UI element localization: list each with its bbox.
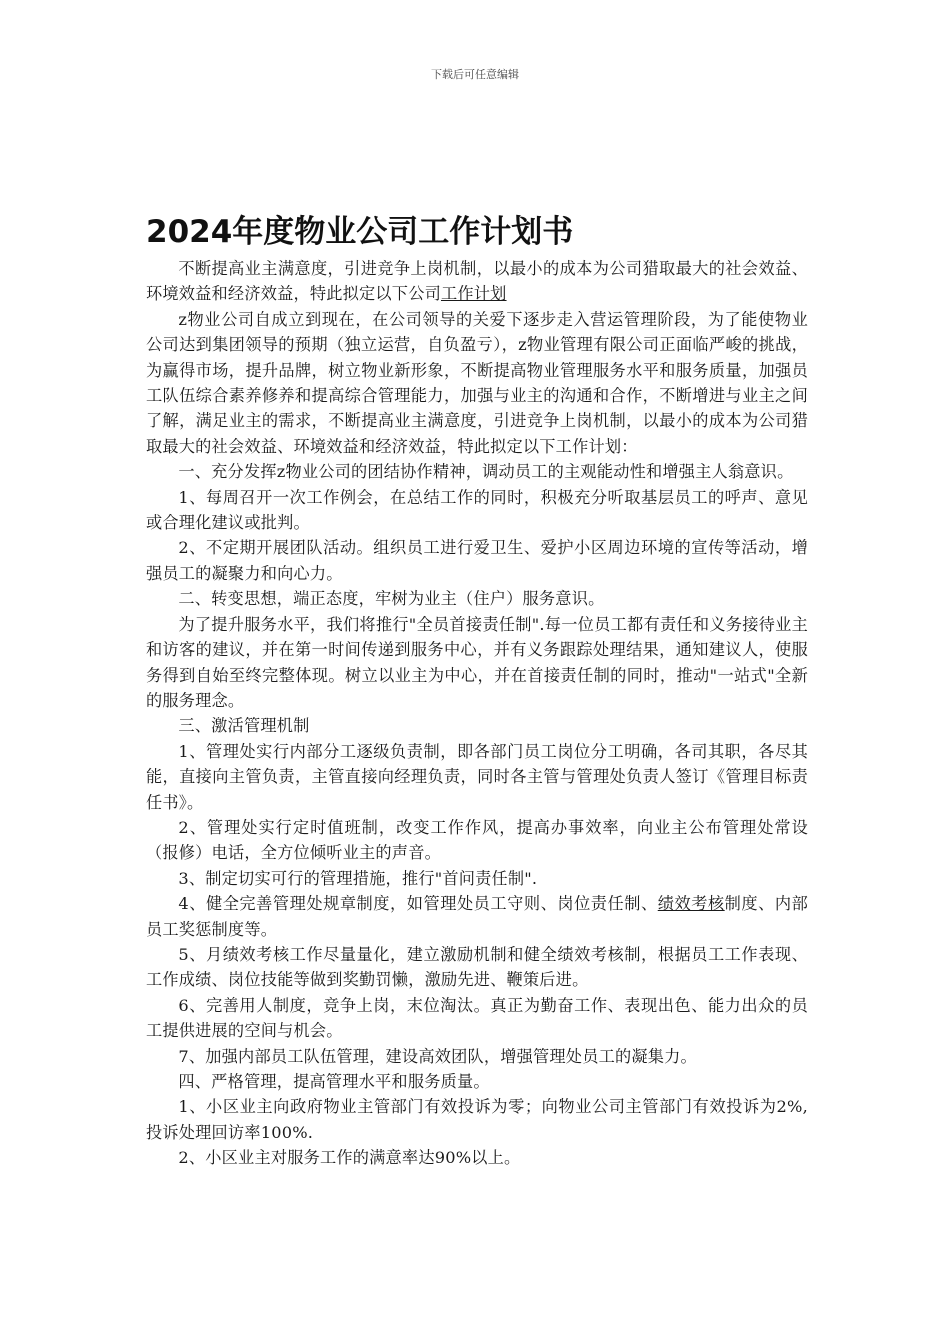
paragraph	[146, 256, 808, 307]
section-heading: 四、严格管理，提高管理水平和服务质量。	[178, 1072, 490, 1091]
paragraph-text-tail: 制度、内部员工奖惩制度等。	[146, 894, 808, 939]
section-heading: 一、充分发挥z物业公司的团结协作精神，调动员工的主观能动性和增强主人翁意识。	[178, 462, 794, 482]
paragraph: 2、不定期开展团队活动。组织员工进行爱卫生、爱护小区周边环境的宣传等活动，增强员工的凝聚力和向心力。	[146, 538, 808, 583]
document-body	[146, 210, 808, 1171]
paragraph-text: 不断提高业主满意度，引进竞争上岗机制，以最小的成本为公司猎取最大的社会效益、环境效益和经济效益，特此拟定以下公司	[146, 259, 808, 304]
paragraph: 2、管理处实行定时值班制，改变工作作风，提高办事效率，向业主公布管理处常设（报修）电话，全方位倾听业主的声音。	[146, 817, 808, 863]
paragraph: 2、小区业主对服务工作的满意率达90%以上。	[178, 1148, 521, 1168]
performance-review-link[interactable]: 绩效考核	[657, 894, 725, 914]
document-title: 2024年度物业公司工作计划书	[146, 214, 574, 250]
paragraph: 6、完善用人制度，竞争上岗，末位淘汰。真正为勤奋工作、表现出色、能力出众的员工提供进展的空间与机会。	[146, 995, 808, 1041]
paragraph: 1、每周召开一次工作例会，在总结工作的同时，积极充分听取基层员工的呼声、意见或合理化建议或批判。	[146, 487, 808, 533]
paragraph: 7、加强内部员工队伍管理，建设高效团队，增强管理处员工的凝集力。	[178, 1046, 697, 1066]
work-plan-link[interactable]: 工作计划	[440, 284, 507, 304]
paragraph: 5、月绩效考核工作尽量量化，建立激励机制和健全绩效考核制，根据员工工作表现、工作成绩、岗位技能等做到奖勤罚懒，激励先进、鞭策后进。	[146, 944, 808, 990]
paragraph: 3、制定切实可行的管理措施，推行"首问责任制".	[178, 868, 538, 888]
paragraph: 为了提升服务水平，我们将推行"全员首接责任制".每一位员工都有责任和义务接待业主和访客的建议，并在第一时间传递到服务中心，并有义务跟踪处理结果，通知建议人，使服务得到自始至终完整体现。树立以业主为中心，并在首接责任制的同时，推动"一站式"全新的服务理念。	[146, 614, 808, 710]
paragraph: 1、小区业主向政府物业主管部门有效投诉为零；向物业公司主管部门有效投诉为2%,投诉处理回访率100%.	[146, 1097, 808, 1142]
section-heading: 三、激活管理机制	[178, 716, 310, 736]
paragraph: z物业公司自成立到现在，在公司领导的关爱下逐步走入营运管理阶段，为了能使物业公司达到集团领导的预期（独立运营，自负盈亏），z物业管理有限公司正面临严峻的挑战，为赢得市场，提升品牌，树立物业新形象，不断提高物业管理服务水平和服务质量，加强员工队伍综合素养修养和提高综合管理能力，加强与业主的沟通和合作，不断增进与业主之间了解，满足业主的需求，不断提高业主满意度，引进竞争上岗机制，以最小的成本为公司猎取最大的社会效益、环境效益和经济效益，特此拟定以下工作计划：	[146, 309, 808, 456]
paragraph: 1、管理处实行内部分工逐级负责制，即各部门员工岗位分工明确，各司其职，各尽其能，直接向主管负责，主管直接向经理负责，同时各主管与管理处负责人签订《管理目标责任书》。	[146, 741, 808, 812]
header-note: 下载后可任意编辑	[431, 68, 519, 81]
paragraph-text: 4、健全完善管理处规章制度，如管理处员工守则、岗位责任制、	[178, 894, 658, 914]
section-heading: 二、转变思想，端正态度，牢树为业主（住户）服务意识。	[178, 589, 605, 609]
paragraph	[146, 891, 808, 942]
